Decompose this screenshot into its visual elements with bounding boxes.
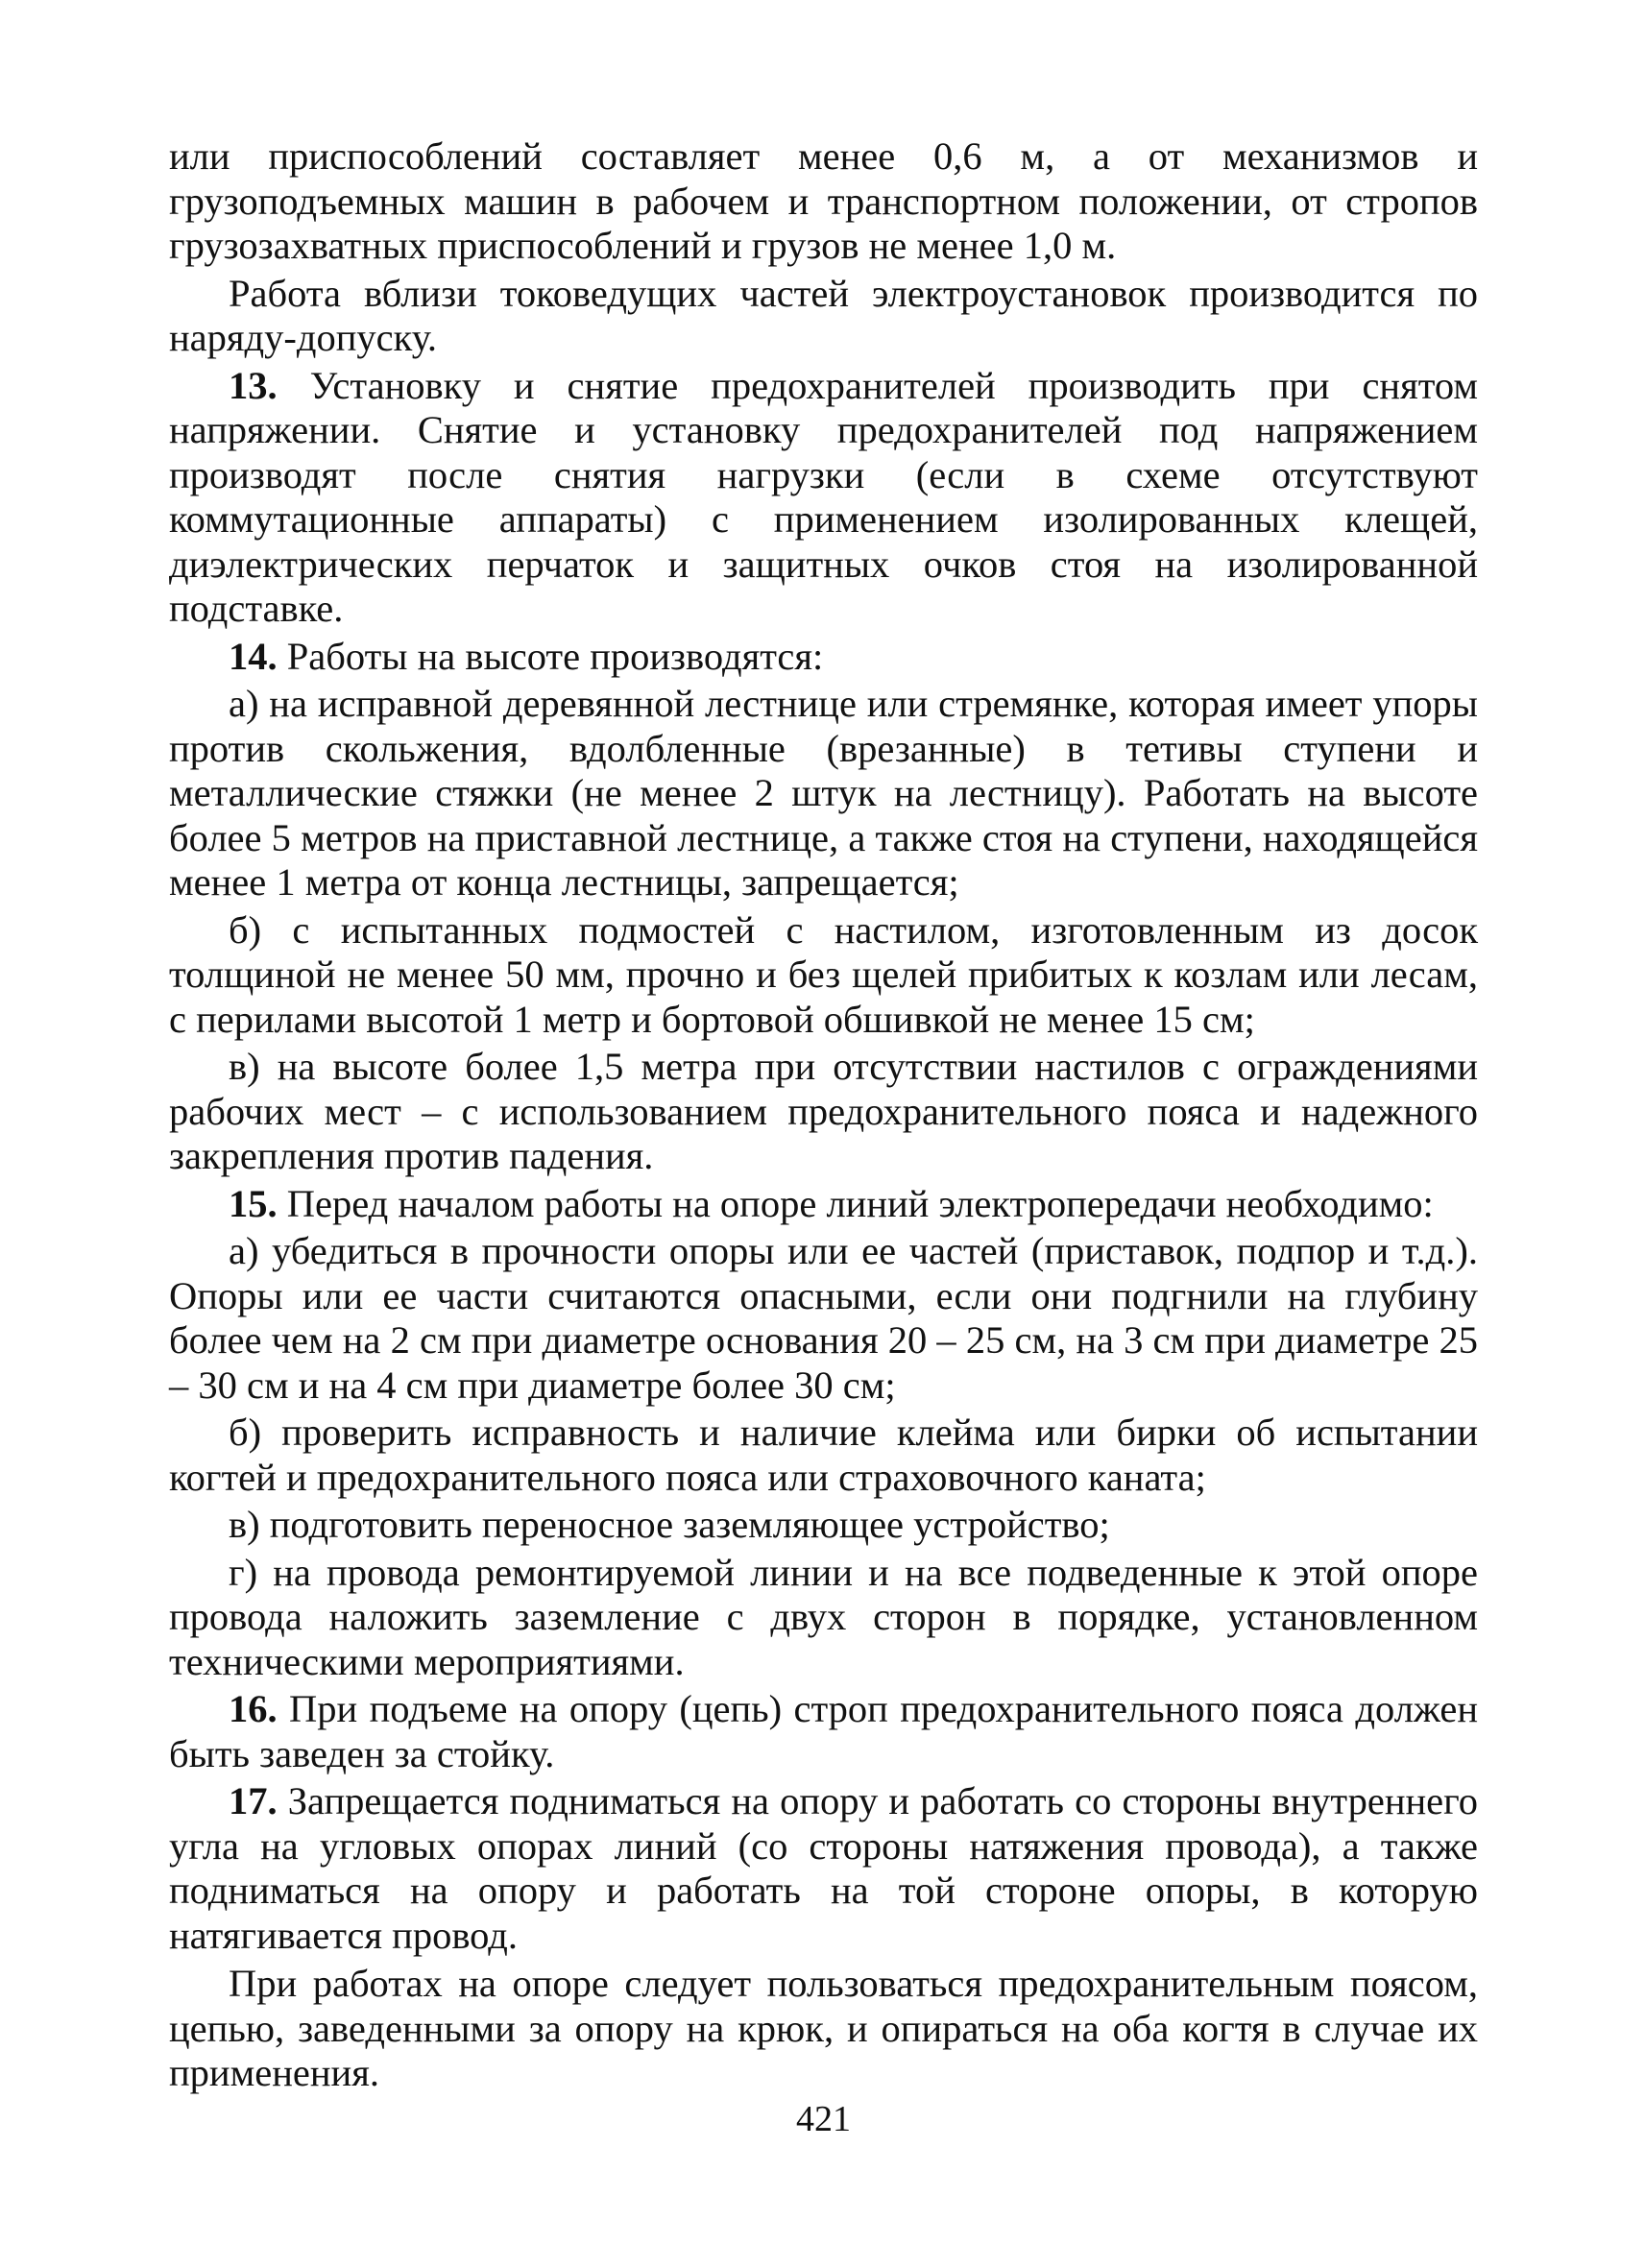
paragraph-text: б) с испытанных подмостей с настилом, изготовленным из досок толщиной не менее 50 мм, прочно и без щелей прибитых к козлам или лесам, с перилами высотой 1 метр и бортовой обшивкой не менее 15 см; [169, 907, 1478, 1041]
paragraph-text: Перед началом работы на опоре линий электропередачи необходимо: [286, 1181, 1434, 1225]
paragraph-text: Установку и снятие предохранителей производить при снятом напряжении. Снятие и установку предохранителей под напряжением производят после снятия нагрузки (если в схеме отсутствуют коммутационные аппараты) с применением изолированных клещей, диэлектрических перчаток и защитных очков стоя на изолированной подставке. [169, 363, 1478, 630]
paragraph-item-16 [169, 1687, 1478, 1776]
paragraph-item-13 [169, 364, 1478, 632]
paragraph-item-15b [169, 1411, 1478, 1500]
paragraph-text: а) убедиться в прочности опоры или ее частей (приставок, подпор и т.д.). Опоры или ее части считаются опасными, если они подгнили на глубину более чем на 2 см при диаметре основания 20 – 25 см, на 3 см при диаметре 25 – 30 см и на 4 см при диаметре более 30 см; [169, 1229, 1478, 1407]
paragraph-text: При работах на опоре следует пользоваться предохранительным поясом, цепью, заведенными за опору на крюк, и опираться на оба когтя в случае их применения. [169, 1962, 1478, 2094]
paragraph-text: а) на исправной деревянной лестнице или стремянке, которая имеет упоры против скольжения, вдолбленные (врезанные) в тетивы ступени и металлические стяжки (не менее 2 штук на лестницу). Работать на высоте более 5 метров на приставной лестнице, а также стоя на ступени, находящейся менее 1 метра от конца лестницы, запрещается; [169, 682, 1478, 904]
page-number: 421 [796, 2099, 851, 2139]
paragraph-item-14 [169, 635, 1478, 680]
paragraph-text: Работа вблизи токоведущих частей электроустановок производится по наряду-допуску. [169, 271, 1478, 359]
paragraph-item-15v [169, 1503, 1478, 1548]
item-number: 16. [229, 1687, 278, 1730]
paragraph-item-14b [169, 908, 1478, 1043]
item-number: 15. [229, 1181, 278, 1225]
document-page [169, 134, 1478, 2170]
paragraph-final [169, 1962, 1478, 2096]
paragraph-text: в) подготовить переносное заземляющее устройство; [229, 1503, 1110, 1546]
paragraph-work-permit [169, 272, 1478, 361]
paragraph-item-15 [169, 1182, 1478, 1227]
paragraph-item-14a [169, 682, 1478, 905]
paragraph-text: г) на провода ремонтируемой линии и на все подведенные к этой опоре провода наложить заземление с двух сторон в порядке, установленном техническими мероприятиями. [169, 1550, 1478, 1683]
paragraph-item-15g [169, 1551, 1478, 1685]
item-number: 14. [229, 634, 278, 678]
paragraph-item-17 [169, 1779, 1478, 1958]
item-number: 17. [229, 1779, 278, 1822]
paragraph-text: или приспособлений составляет менее 0,6 м, а от механизмов и грузоподъемных машин в рабочем и транспортном положении, от стропов грузозахватных приспособлений и грузов не менее 1,0 м. [169, 134, 1478, 267]
paragraph-text: б) проверить исправность и наличие клейма или бирки об испытании когтей и предохранительного пояса или страховочного каната; [169, 1411, 1478, 1499]
paragraph-text: При подъеме на опору (цепь) строп предохранительного пояса должен быть заведен за стойку. [169, 1687, 1479, 1775]
paragraph-text: Запрещается подниматься на опору и работать со стороны внутреннего угла на угловых опорах линий (со стороны натяжения провода), а также подниматься на опору и работать на той стороне опоры, в которую натягивается провод. [169, 1779, 1478, 1957]
paragraph-text: в) на высоте более 1,5 метра при отсутствии настилов с ограждениями рабочих мест – с использованием предохранительного пояса и надежного закрепления против падения. [169, 1045, 1478, 1177]
paragraph-item-14v [169, 1045, 1478, 1179]
paragraph-text: Работы на высоте производятся: [286, 634, 824, 678]
paragraph-continuation [169, 134, 1478, 269]
paragraph-item-15a [169, 1229, 1478, 1408]
item-number: 13. [229, 363, 278, 407]
